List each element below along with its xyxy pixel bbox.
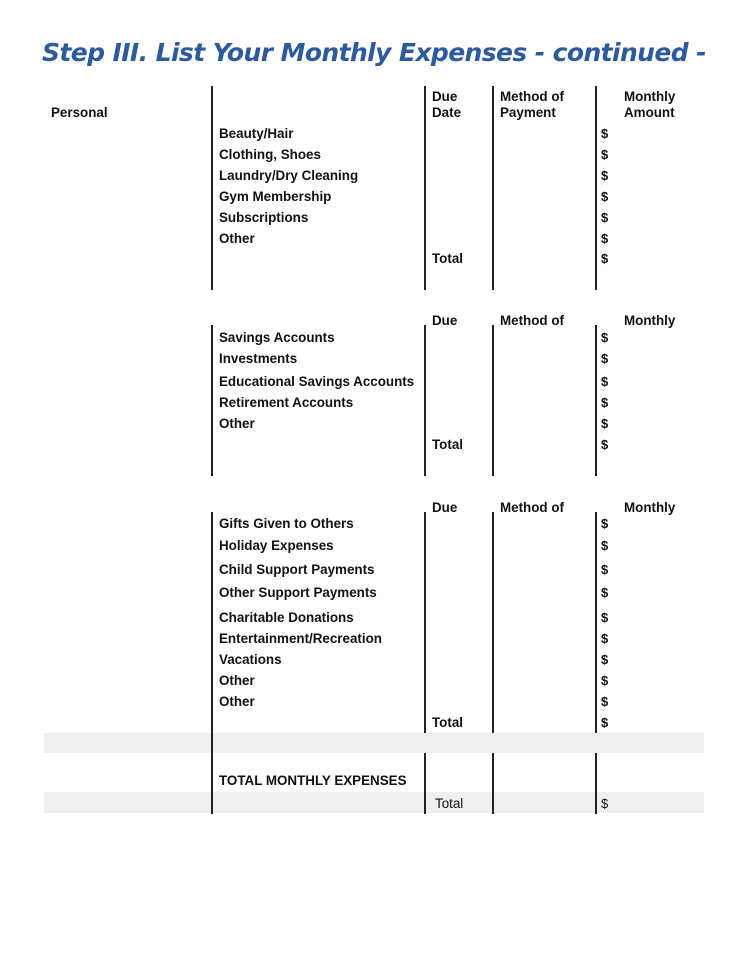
header-method: Method of [500, 89, 564, 104]
dollar-sign: $ [601, 562, 609, 577]
dollar-sign: $ [601, 189, 609, 204]
grand-total-label: TOTAL MONTHLY EXPENSES [219, 773, 407, 788]
expense-item: Retirement Accounts [219, 395, 354, 410]
column-rule [492, 86, 494, 290]
header-due: Due [432, 313, 458, 328]
column-rule [492, 325, 494, 476]
grand-total-row-label: Total [435, 796, 464, 811]
dollar-sign: $ [601, 395, 609, 410]
expense-item: Subscriptions [219, 210, 309, 225]
header-due: Due [432, 500, 458, 515]
dollar-sign: $ [601, 351, 609, 366]
dollar-sign: $ [601, 516, 609, 531]
expense-item: Gym Membership [219, 189, 332, 204]
expense-item: Other [219, 416, 255, 431]
header-monthly: Monthly [624, 500, 676, 515]
header-due: Due [432, 89, 458, 104]
expense-item: Entertainment/Recreation [219, 631, 382, 646]
column-rule [595, 512, 597, 733]
dollar-sign: $ [601, 251, 609, 266]
dollar-sign: $ [601, 416, 609, 431]
column-rule [424, 86, 426, 290]
expense-item: Holiday Expenses [219, 538, 334, 553]
dollar-sign: $ [601, 437, 609, 452]
dollar-sign: $ [601, 374, 609, 389]
column-rule [595, 86, 597, 290]
expense-item: Other [219, 673, 255, 688]
dollar-sign: $ [601, 538, 609, 553]
dollar-sign: $ [601, 126, 609, 141]
column-rule [492, 512, 494, 733]
column-rule [595, 325, 597, 476]
expense-item: Savings Accounts [219, 330, 335, 345]
dollar-sign: $ [601, 694, 609, 709]
expense-item: Investments [219, 351, 298, 366]
dollar-sign: $ [601, 652, 609, 667]
dollar-sign: $ [601, 673, 609, 688]
column-rule [424, 512, 426, 733]
header-monthly: Monthly [624, 89, 676, 104]
dollar-sign: $ [601, 147, 609, 162]
dollar-sign: $ [601, 585, 609, 600]
column-rule [424, 753, 426, 814]
column-rule [211, 512, 213, 814]
expense-item: Other Support Payments [219, 585, 377, 600]
header-method: Method of [500, 313, 564, 328]
header-monthly: Monthly [624, 313, 676, 328]
header-method: Method of [500, 500, 564, 515]
dollar-sign: $ [601, 168, 609, 183]
dollar-sign: $ [601, 610, 609, 625]
expense-item: Laundry/Dry Cleaning [219, 168, 359, 183]
column-rule [424, 325, 426, 476]
header-date: Date [432, 105, 462, 120]
dollar-sign: $ [601, 231, 609, 246]
separator-band [44, 733, 704, 753]
expense-item: Educational Savings Accounts [219, 374, 415, 389]
expense-item: Vacations [219, 652, 282, 667]
total-label: Total [432, 251, 463, 266]
expense-item: Other [219, 694, 255, 709]
dollar-sign: $ [601, 796, 609, 811]
header-amount: Amount [624, 105, 675, 120]
column-rule [211, 86, 213, 290]
total-label: Total [432, 715, 463, 730]
expense-item: Beauty/Hair [219, 126, 294, 141]
column-rule [595, 753, 597, 814]
column-rule [492, 753, 494, 814]
header-payment: Payment [500, 105, 556, 120]
section-label-personal: Personal [51, 105, 108, 120]
page-title: Step III. List Your Monthly Expenses - continued - [42, 38, 706, 67]
expense-item: Charitable Donations [219, 610, 354, 625]
expense-item: Gifts Given to Others [219, 516, 354, 531]
expense-item: Other [219, 231, 255, 246]
dollar-sign: $ [601, 330, 609, 345]
column-rule [211, 325, 213, 476]
dollar-sign: $ [601, 631, 609, 646]
dollar-sign: $ [601, 715, 609, 730]
expense-item: Clothing, Shoes [219, 147, 321, 162]
dollar-sign: $ [601, 210, 609, 225]
total-label: Total [432, 437, 463, 452]
expense-item: Child Support Payments [219, 562, 375, 577]
